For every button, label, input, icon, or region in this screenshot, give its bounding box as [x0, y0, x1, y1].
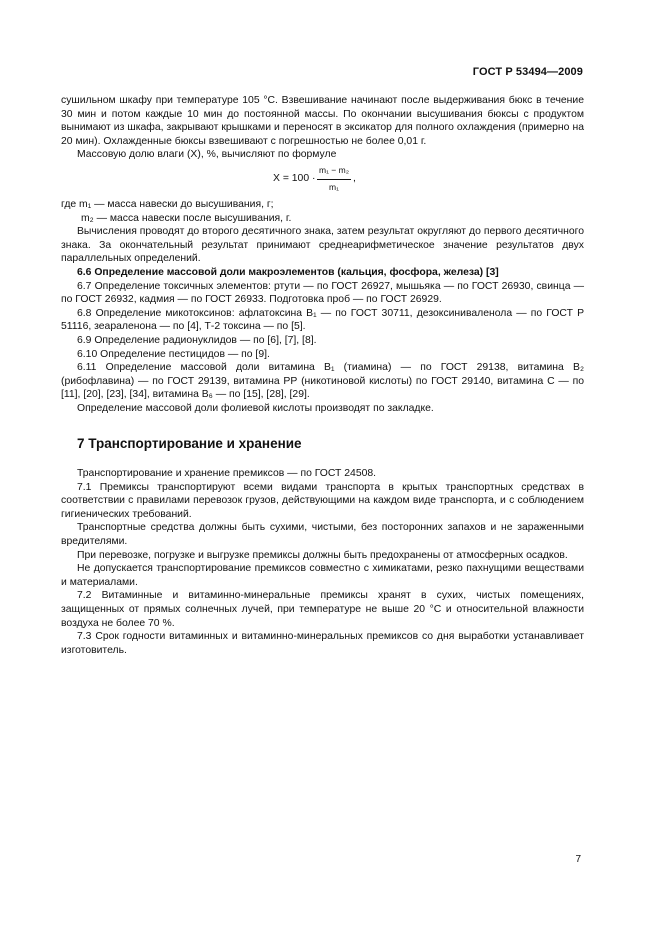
clause-6-9: 6.9 Определение радионуклидов — по [6], [7], [8].	[77, 334, 317, 346]
clause-6-10: 6.10 Определение пестицидов — по [9].	[77, 348, 270, 360]
document-header: ГОСТ Р 53494—2009	[472, 66, 583, 78]
formula-denominator: m₁	[329, 181, 339, 192]
moisture-formula	[61, 164, 584, 198]
paragraph-moisture-intro: Массовую долю влаги (X), %, вычисляют по формуле	[77, 149, 337, 161]
clause-6-7: 6.7 Определение токсичных элементов: ртути — по ГОСТ 26927, мышьяка — по ГОСТ 26930, свинца — по ГОСТ 26932, кадмия — по ГОСТ 26933. Подготовка проб — по ГОСТ 26929.	[61, 280, 584, 306]
formula-lhs: X = 100 ·	[273, 172, 316, 184]
definition-m1: где m₁ — масса навески до высушивания, г;	[61, 198, 274, 210]
page-content	[61, 94, 584, 657]
formula-fraction	[317, 164, 351, 194]
paragraph-vehicles: Транспортные средства должны быть сухими, чистыми, без посторонних запахов и не зараженными вредителями.	[61, 522, 584, 548]
section-title-7: 7 Транспортирование и хранение	[77, 436, 302, 452]
clause-7-3: 7.3 Срок годности витаминных и витаминно-минеральных премиксов со дня выработки устанавливает изготовитель.	[61, 631, 584, 656]
paragraph-protection: При перевозке, погрузке и выгрузке премиксы должны быть предохранены от атмосферных осадков.	[77, 549, 568, 561]
paragraph-calculation: Вычисления проводят до второго десятичного знака, затем результат округляют до первого десятичного знака. За окончательный результат принимают среднеарифметическое значение результатов двух параллельных определений.	[61, 226, 584, 265]
paragraph-drying: сушильном шкафу при температуре 105 °С. Взвешивание начинают после выдерживания бюкс в течение 30 мин и потом каждые 10 мин до постоянной массы. По окончании высушивания бюксы с продуктом вынимают из шкафа, закрывают крышками и переносят в эксикатор для полного охлаждения (примерно на 20 мин). Охлажденные бюксы взвешивают с погрешностью не более 0,01 г.	[61, 95, 584, 147]
clause-6-6: 6.6 Определение массовой доли макроэлементов (кальция, фосфора, железа) [3]	[77, 266, 499, 278]
clause-6-11: 6.11 Определение массовой доли витамина В₁ (тиамина) — по ГОСТ 29138, витамина В₂ (рибофлавина) — по ГОСТ 29139, витамина РР (никотиновой кислоты) по ГОСТ 29140, витамина С — по [11], [20], [23], [34], витамина В₆ — по [15], [28], [29].	[61, 362, 584, 401]
paragraph-prohibition: Не допускается транспортирование премиксов совместно с химикатами, резко пахнущими веществами и материалами.	[61, 563, 584, 588]
paragraph-transport-standard: Транспортирование и хранение премиксов — по ГОСТ 24508.	[77, 468, 377, 480]
page-number: 7	[575, 854, 581, 865]
formula-comma: ,	[353, 172, 356, 184]
clause-7-1: 7.1 Премиксы транспортируют всеми видами транспорта в крытых транспортных средствах в соответствии с правилами перевозок грузов, действующими на каждом виде транспорта, и с соблюдением гигиенических требований.	[61, 481, 584, 520]
paragraph-folic-acid: Определение массовой доли фолиевой кислоты производят по закладке.	[77, 402, 434, 414]
clause-7-2: 7.2 Витаминные и витаминно-минеральные премиксы хранят в сухих, чистых помещениях, защищенных от прямых солнечных лучей, при температуре не выше 20 °С и относительной влажности воздуха не более 70 %.	[61, 590, 584, 629]
clause-6-8: 6.8 Определение микотоксинов: афлатоксина В₁ — по ГОСТ 30711, дезоксиниваленола — по ГОСТ Р 51116, зеараленона — по [4], Т-2 токсина — по [5].	[61, 307, 584, 333]
formula-numerator: m₁ − m₂	[317, 164, 351, 180]
definition-m2: m₂ — масса навески после высушивания, г.	[81, 212, 292, 224]
